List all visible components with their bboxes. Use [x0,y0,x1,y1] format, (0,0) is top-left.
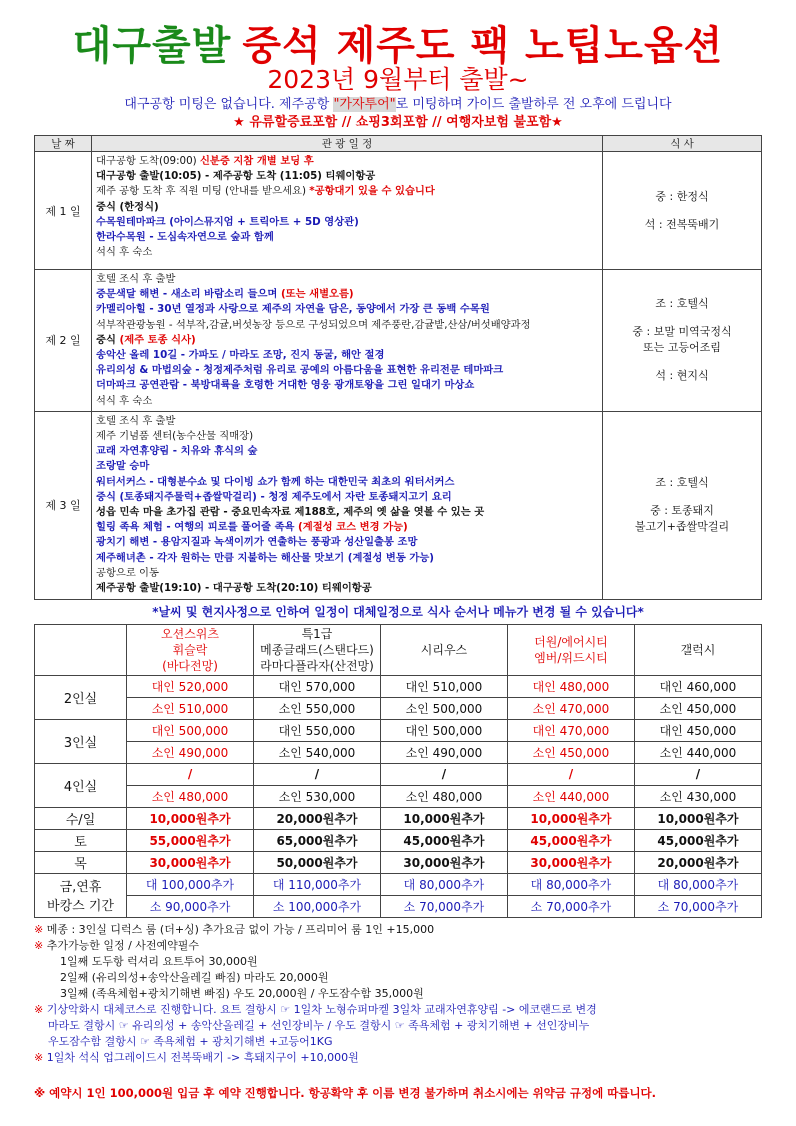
note-text: 기상악화시 대체코스로 진행합니다. 요트 결항시 ☞ 1일차 노형슈퍼마켙 3일차 교래자연휴양림 -> 에코랜드로 변경 [43,1002,597,1016]
itinerary-text: 제주해녀촌 - 각자 원하는 만큼 지불하는 해산물 맛보기 (계절성 변동 가능) [96,551,434,564]
note-line [34,954,762,970]
price-body [35,624,762,917]
page-title [34,14,762,69]
price-cell: 10,000원추가 [507,807,634,829]
deposit-note: ※ 예약시 1인 100,000원 입금 후 예약 진행합니다. 항공확약 후 이름 변경 불가하며 취소시에는 위약금 규정에 따릅니다. [34,1086,657,1100]
itinerary-item [96,154,598,169]
price-cell: 65,000원추가 [254,829,381,851]
itinerary-item [96,444,598,459]
price-cell: 대인 480,000 [507,675,634,697]
itinerary-item [96,520,598,535]
itinerary-item [96,245,598,260]
itinerary-item [96,302,598,317]
note-text: 우도잠수함 결항시 ☞ 족욕체험 + 광치기해변 +고등어1KG [48,1034,333,1048]
price-row-label: 수/일 [35,807,127,829]
itinerary-item [96,414,598,429]
itinerary-text: 한라수목원 - 도심속자연으로 숲과 함께 [96,231,274,244]
price-cell: 대인 520,000 [127,675,254,697]
itinerary-text: 석식 후 숙소 [96,246,153,259]
hotel-name: 오션스위츠 휘슬락 (바다전망) [127,624,254,675]
itinerary-text: 석식 후 숙소 [96,394,153,407]
price-cell: 대인 500,000 [127,719,254,741]
price-cell: 대 80,000추가 [507,873,634,895]
meal-entry: 중 : 한정식 [655,189,709,203]
itinerary-item [96,429,598,444]
price-cell: 소인 530,000 [254,785,381,807]
schedule-header-meals: 식 사 [603,136,762,152]
itinerary-item [96,475,598,490]
itinerary-text: 제주 공항 도착 후 직원 미팅 (안내를 받으세요) [96,185,310,198]
price-cell: 대 80,000추가 [634,873,761,895]
note-line [34,1002,762,1018]
itinerary-item [96,184,598,199]
itinerary-text: 대구공항 도착(09:00) [96,155,200,167]
price-cell: 소인 550,000 [254,697,381,719]
hotel-name: 시리우스 [380,624,507,675]
price-cell: 30,000원추가 [380,851,507,873]
itinerary-text: 중식 (한정식) [96,200,159,213]
price-cell: 대인 460,000 [634,675,761,697]
itinerary-text: 중문색달 해변 - 새소리 바람소리 들으며 [96,288,281,301]
schedule-header-date: 날 짜 [35,136,92,152]
title-departure: 대구출발 [72,23,232,69]
itinerary-text: 광치기 해변 - 용암지질과 녹색이끼가 연출하는 풍광과 성산일출봉 조망 [96,536,418,549]
meal-entry: 석 : 현지식 [655,369,709,383]
price-row-label: 목 [35,851,127,873]
day-meals [603,270,762,412]
itinerary-text: 제주 기념품 센터(농수산물 직매장) [96,430,254,443]
price-row [35,895,762,917]
hotel-name: 특1급 메종글래드(스탠다드) 라마다플라자(산전망) [254,624,381,675]
price-cell: 소인 470,000 [507,697,634,719]
hotel-name: 더원/에어시티 엠버/위드시티 [507,624,634,675]
price-row-label: 3인실 [35,719,127,763]
price-cell: 10,000원추가 [127,807,254,829]
itinerary-item [96,272,598,287]
itinerary-text: 중식 [96,333,120,346]
price-cell: 대인 550,000 [254,719,381,741]
price-row [35,697,762,719]
itinerary-item [96,551,598,566]
price-cell: 소 70,000추가 [507,895,634,917]
note-line [34,1050,762,1066]
day-itinerary [92,152,603,270]
meal-entry: 조 : 호텔식 [655,476,709,490]
meal-entry: 석 : 전복뚝배기 [644,217,720,231]
price-row-label: 2인실 [35,675,127,719]
meal-entry: 중 : 토종돼지 불고기+좁쌀막걸리 [634,504,730,534]
price-cell: 10,000원추가 [380,807,507,829]
price-cell: 대인 450,000 [634,719,761,741]
price-cell: 대인 500,000 [380,719,507,741]
price-cell: 10,000원추가 [634,807,761,829]
note-line [34,1018,762,1034]
note-line [34,970,762,986]
itinerary-extra: (또는 새별오름) [280,288,354,301]
note-text: 1일째 도두항 럭셔리 요트투어 30,000원 [60,954,258,968]
hotel-name: 갤럭시 [634,624,761,675]
note-text: 3일째 (족욕체험+광치기해변 빠짐) 우도 20,000원 / 우도잠수함 35,000원 [60,986,424,1000]
price-cell: 대 110,000추가 [254,873,381,895]
price-cell: 소인 450,000 [507,741,634,763]
price-row [35,719,762,741]
price-cell: 소인 500,000 [380,697,507,719]
meeting-note-post: 로 미팅하며 가이드 출발하루 전 오후에 드립니다 [395,97,672,112]
price-cell: / [380,763,507,785]
price-cell: 50,000원추가 [254,851,381,873]
price-cell: / [507,763,634,785]
note-text: 추가가능한 일정 / 사전예약필수 [43,938,200,952]
includes-note: ★ 유류할증료포함 // 쇼핑3회포함 // 여행자보험 불포함★ [233,115,563,130]
itinerary-item [96,505,598,520]
itinerary-item [96,459,598,474]
notes-section [34,922,762,1066]
note-mark: ※ [34,1050,44,1064]
itinerary-text: 카멜리아힐 - 30년 열정과 사랑으로 제주의 자연을 담은, 동양에서 가장 큰 동백 수목원 [96,303,490,316]
price-cell: 소인 480,000 [380,785,507,807]
itinerary-text: 워터서커스 - 대형분수쇼 및 다이빙 쇼가 함께 하는 대한민국 최초의 워터서커스 [96,475,455,488]
itinerary-text: 호텔 조식 후 출발 [96,273,176,285]
itinerary-item [96,581,598,596]
price-corner [35,624,127,675]
day-itinerary [92,411,603,599]
itinerary-text: 교래 자연휴양림 - 치유와 휴식의 숲 [96,445,258,458]
price-cell: 소인 430,000 [634,785,761,807]
itinerary-item [96,378,598,393]
meeting-note-highlight: "가자투어" [333,97,396,112]
price-cell: 55,000원추가 [127,829,254,851]
price-cell: 소인 540,000 [254,741,381,763]
day-meals [603,152,762,270]
price-cell: 45,000원추가 [380,829,507,851]
itinerary-text: 송악산 올레 10길 - 가파도 / 마라도 조망, 진지 동굴, 해안 절경 [96,349,385,362]
itinerary-item [96,318,598,333]
price-row [35,873,762,895]
price-cell: / [634,763,761,785]
price-cell: 대 80,000추가 [380,873,507,895]
price-cell: 소인 490,000 [127,741,254,763]
price-row [35,741,762,763]
itinerary-item [96,394,598,409]
itinerary-text: 석부작관광농원 - 석부작,감귤,버섯농장 등으로 구성되었으며 제주풍란,감귤밭,산삼/버섯배양과정 [96,318,531,331]
price-cell: 45,000원추가 [507,829,634,851]
day-meals [603,411,762,599]
note-mark: ※ [34,938,44,952]
price-cell: / [127,763,254,785]
itinerary-text: 성읍 민속 마을 초가집 관람 - 중요민속자료 제188호, 제주의 옛 삶을 엿볼 수 있는 곳 [96,506,485,519]
itinerary-extra: (제주 토종 식사) [119,333,196,346]
meal-entry: 중 : 보말 미역국정식 또는 고등어조림 [632,325,732,355]
price-cell: 대 100,000추가 [127,873,254,895]
price-cell: 소인 490,000 [380,741,507,763]
schedule-header-itinerary: 관 광 일 정 [92,136,603,152]
price-row [35,807,762,829]
price-row-label: 4인실 [35,763,127,807]
price-row-label: 금,연휴 바캉스 기간 [35,873,127,917]
itinerary-item [96,230,598,245]
price-header-row [35,624,762,675]
note-text: 2일째 (유리의성+송악산올레길 빠짐) 마라도 20,000원 [60,970,329,984]
price-row [35,851,762,873]
price-cell: 소 70,000추가 [380,895,507,917]
itinerary-text: 중식 (토종돼지주물럭+좁쌀막걸리) - 청정 제주도에서 자란 토종돼지고기 요리 [96,490,452,503]
price-row [35,763,762,785]
price-cell: 45,000원추가 [634,829,761,851]
price-cell: 대인 510,000 [380,675,507,697]
itinerary-extra: 신분증 지참 개별 보딩 후 [199,155,314,167]
meeting-note [34,96,762,114]
title-package: 중석 제주도 팩 노팁노옵션 [242,23,724,69]
schedule-table [34,135,762,600]
price-cell: 대인 570,000 [254,675,381,697]
itinerary-text: 제주공항 출발(19:10) - 대구공항 도착(20:10) 티웨이항공 [96,582,372,595]
note-text: 1일차 석식 업그레이드시 전복뚝배기 -> 흑돼지구이 +10,000원 [43,1050,359,1064]
itinerary-item [96,169,598,184]
note-line [34,938,762,954]
note-mark: ※ [34,922,44,936]
itinerary-text: 조랑말 승마 [96,460,150,473]
price-cell: 30,000원추가 [127,851,254,873]
weather-note: *날씨 및 현지사정으로 인하여 일정이 대체일정으로 식사 순서나 메뉴가 변경 될 수 있습니다* [152,604,644,619]
price-cell: / [254,763,381,785]
price-cell: 대인 470,000 [507,719,634,741]
meeting-note-pre: 대구공항 미팅은 없습니다. 제주공항 [124,97,334,112]
itinerary-item [96,490,598,505]
itinerary-item [96,287,598,302]
price-row [35,675,762,697]
price-cell: 20,000원추가 [634,851,761,873]
note-line [34,986,762,1002]
price-cell: 소인 440,000 [507,785,634,807]
note-line [34,1034,762,1050]
itinerary-item [96,215,598,230]
price-row [35,785,762,807]
day-label: 제 1 일 [35,152,92,270]
day-label: 제 2 일 [35,270,92,412]
itinerary-text: 대구공항 출발(10:05) - 제주공항 도착 (11:05) 티웨이항공 [96,170,376,183]
itinerary-text: 수목원테마파크 (아이스뮤지엄 + 트릭아트 + 5D 영상관) [96,215,359,228]
itinerary-text: 공항으로 이동 [96,566,159,579]
page [34,0,762,1100]
price-table [34,624,762,918]
meal-entry: 조 : 호텔식 [655,297,709,311]
price-cell: 소 70,000추가 [634,895,761,917]
note-line [34,922,762,938]
itinerary-item [96,348,598,363]
price-cell: 소 100,000추가 [254,895,381,917]
price-cell: 소인 450,000 [634,697,761,719]
itinerary-extra: *공항대기 있을 수 있습니다 [309,185,435,198]
price-cell: 소 90,000추가 [127,895,254,917]
note-mark: ※ [34,1002,44,1016]
itinerary-text: 유리의성 & 마법의숲 - 청정제주처럼 유리로 공예의 아름다움을 표현한 유리전문 테마파크 [96,364,504,377]
itinerary-extra: (계절성 코스 변경 가능) [298,521,408,534]
itinerary-item [96,535,598,550]
schedule-row [35,152,762,270]
price-row [35,829,762,851]
page-subtitle: 2023년 9월부터 출발~ [267,65,529,94]
itinerary-text: 더마파크 공연관람 - 북방대륙을 호령한 거대한 영웅 광개토왕을 그린 일대기 마상쇼 [96,379,475,392]
price-row-label: 토 [35,829,127,851]
note-text: 메종 : 3인실 디럭스 룸 (더+싱) 추가요금 없이 가능 / 프리미어 룸 1인 +15,000 [43,922,435,936]
price-cell: 소인 440,000 [634,741,761,763]
price-cell: 30,000원추가 [507,851,634,873]
schedule-body [35,152,762,600]
day-label: 제 3 일 [35,411,92,599]
day-itinerary [92,270,603,412]
price-cell: 소인 510,000 [127,697,254,719]
itinerary-item [96,333,598,348]
schedule-row [35,411,762,599]
price-cell: 소인 480,000 [127,785,254,807]
itinerary-text: 힐링 족욕 체험 - 여행의 피로를 풀어줄 족욕 [96,521,299,534]
schedule-row [35,270,762,412]
price-cell: 20,000원추가 [254,807,381,829]
note-text: 마라도 결항시 ☞ 유리의성 + 송악산올레길 + 선인장비누 / 우도 결항시 ☞ 족욕체험 + 광치기해변 + 선인장비누 [48,1018,590,1032]
itinerary-text: 호텔 조식 후 출발 [96,414,176,427]
itinerary-item [96,363,598,378]
itinerary-item [96,566,598,581]
itinerary-item [96,200,598,215]
